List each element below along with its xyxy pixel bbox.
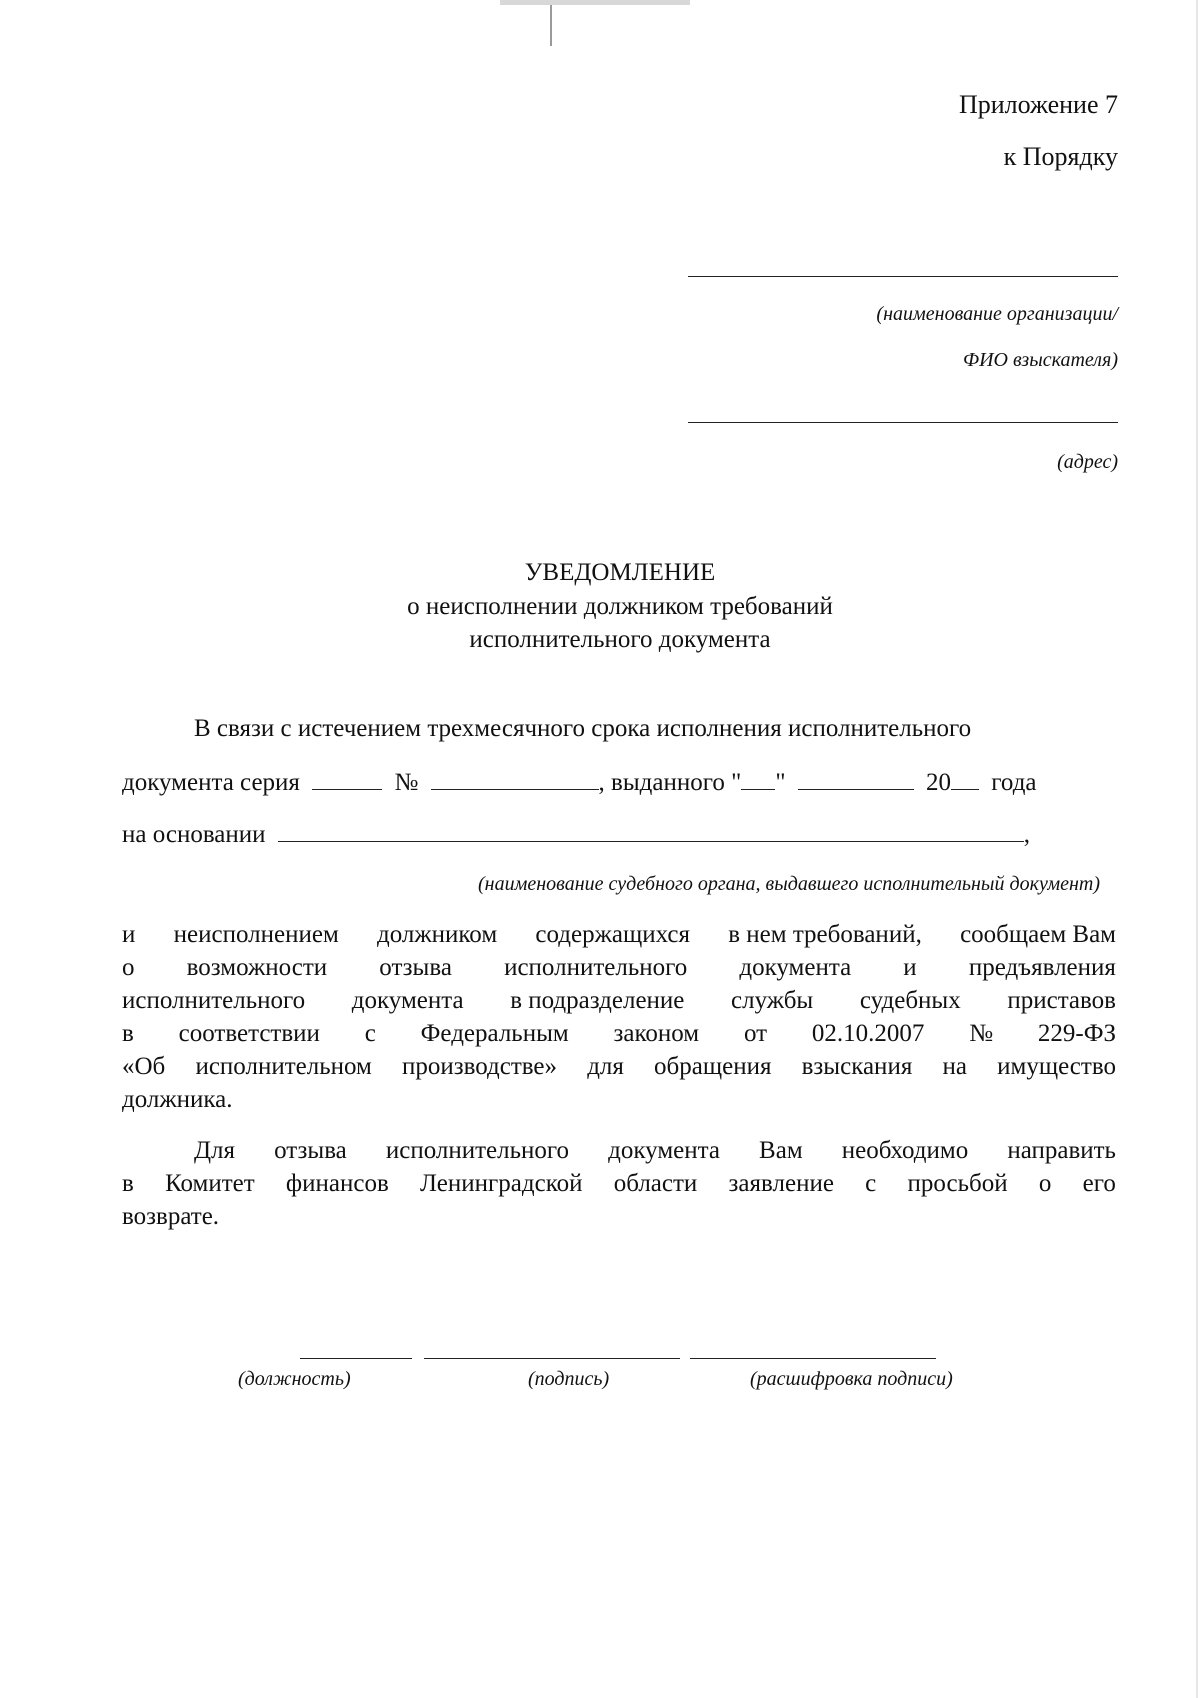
word: и (122, 921, 136, 948)
word: в (122, 1170, 134, 1197)
paragraph3-last-line: возврате. (122, 1203, 220, 1230)
signature-sign-line (424, 1358, 680, 1359)
word: исполнительном (195, 1053, 372, 1080)
recipient-org-caption-1: (наименование организации/ (876, 303, 1118, 325)
doc-number-label: № (394, 769, 419, 796)
issued-month-blank (798, 767, 914, 790)
recipient-org-caption-2: ФИО взыскателя) (963, 349, 1118, 371)
word: имущество (997, 1053, 1116, 1080)
court-name-blank (278, 819, 1024, 842)
word: Федеральным (420, 1020, 569, 1047)
word: содержащихся (535, 921, 690, 948)
scan-artifact-top-smudge (500, 0, 690, 5)
word: документа (351, 987, 464, 1014)
paragraph3-line2 (122, 1169, 1116, 1199)
word: взыскания (801, 1053, 913, 1080)
document-subtitle-2: исполнительного документа (469, 626, 771, 653)
paragraph2-line3 (122, 986, 1116, 1016)
word: исполнительного (504, 954, 688, 981)
document-subtitle-1: о неисполнении должником требований (407, 593, 833, 620)
word: в (122, 1020, 134, 1047)
scan-artifact-top-mark (550, 0, 552, 46)
word: от (743, 1020, 768, 1047)
paragraph2-line4 (122, 1019, 1116, 1049)
word: соответствии (178, 1020, 320, 1047)
word: сообщаем Вам (960, 921, 1116, 948)
word: заявление (728, 1170, 834, 1197)
word: в подразделение (510, 987, 685, 1014)
issued-day-blank (741, 767, 775, 790)
word: в нем требований, (728, 921, 922, 948)
signature-decoding-caption: (расшифровка подписи) (750, 1368, 953, 1390)
word: Для (194, 1137, 236, 1164)
recipient-address-caption: (адрес) (1057, 451, 1118, 473)
doc-number-blank (431, 767, 599, 790)
word: с (364, 1020, 376, 1047)
appendix-reference: к Порядку (1003, 142, 1118, 171)
word: отзыва (379, 954, 452, 981)
word: с (865, 1170, 877, 1197)
issued-quote-close: " (775, 769, 786, 796)
doc-series-label: документа серия (122, 769, 300, 796)
word: направить (1007, 1137, 1116, 1164)
word: области (613, 1170, 698, 1197)
word: его (1082, 1170, 1116, 1197)
paragraph2-line1 (122, 920, 1116, 950)
doc-series-blank (312, 767, 382, 790)
word: Ленинградской (420, 1170, 583, 1197)
signature-sign-caption: (подпись) (528, 1368, 610, 1390)
court-name-caption: (наименование судебного органа, выдавшего исполнительный документ) (478, 873, 1100, 895)
paragraph2-line2 (122, 953, 1116, 983)
word: 02.10.2007 (811, 1020, 925, 1047)
paragraph1-line2 (122, 767, 1037, 798)
word: просьбой (907, 1170, 1008, 1197)
word: 229-ФЗ (1037, 1020, 1116, 1047)
basis-label: на основании (122, 821, 266, 848)
basis-comma: , (1023, 821, 1031, 848)
word: и (903, 954, 917, 981)
word: финансов (285, 1170, 389, 1197)
issued-century-label: 20 (926, 769, 952, 796)
word: на (942, 1053, 967, 1080)
word: законом (613, 1020, 700, 1047)
word: обращения (654, 1053, 772, 1080)
scan-artifact-right-edge (1196, 0, 1198, 1698)
signature-decoding-line (690, 1358, 936, 1359)
issued-year-blank (951, 767, 979, 790)
word: исполнительного (385, 1137, 570, 1164)
word: Комитет (165, 1170, 255, 1197)
word: предъявления (968, 954, 1116, 981)
word: для (587, 1053, 624, 1080)
signature-position-caption: (должность) (238, 1368, 351, 1390)
document-title: УВЕДОМЛЕНИЕ (524, 559, 716, 586)
paragraph2-line5 (122, 1052, 1116, 1082)
signature-position-line (300, 1358, 412, 1359)
word: документа (608, 1137, 720, 1164)
word: отзыва (274, 1137, 347, 1164)
paragraph2-last-line: должника. (122, 1086, 233, 1113)
word: «Об (122, 1053, 166, 1080)
word: документа (739, 954, 852, 981)
issued-year-label: года (991, 769, 1037, 796)
word: службы (731, 987, 814, 1014)
word: неисполнением (173, 921, 339, 948)
word: необходимо (841, 1137, 969, 1164)
word: исполнительного (122, 987, 306, 1014)
word: приставов (1007, 987, 1116, 1014)
word: производстве» (401, 1053, 558, 1080)
word: возможности (186, 954, 328, 981)
recipient-address-line (688, 422, 1118, 423)
recipient-org-line (688, 276, 1118, 277)
paragraph1-line3 (122, 819, 1030, 850)
word: судебных (859, 987, 961, 1014)
word: № (969, 1020, 994, 1047)
word: о (122, 954, 135, 981)
word: должником (377, 921, 498, 948)
appendix-label: Приложение 7 (958, 90, 1118, 119)
paragraph3-line1 (194, 1136, 1116, 1166)
word: о (1038, 1170, 1052, 1197)
word: Вам (759, 1137, 803, 1164)
issued-label: , выданного " (598, 769, 742, 796)
paragraph1-line1: В связи с истечением трехмесячного срока исполнения исполнительного (194, 715, 972, 742)
